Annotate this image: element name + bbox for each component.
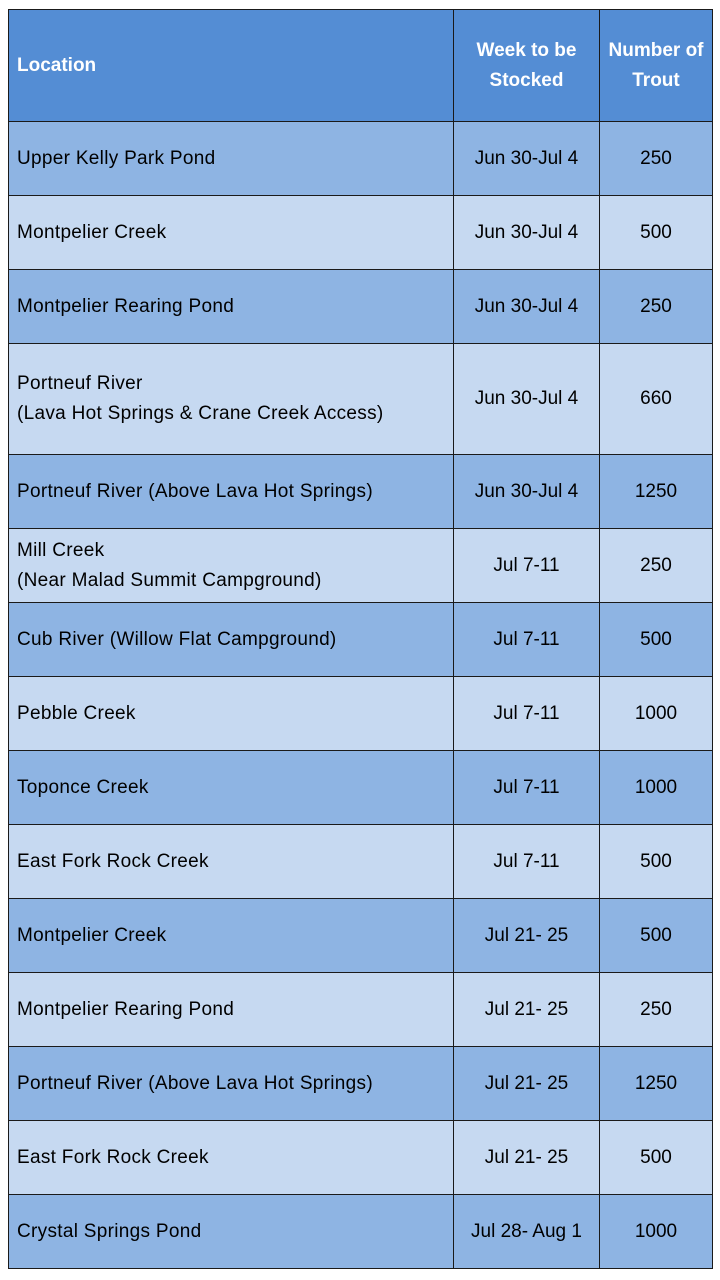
location-name: Toponce Creek [17, 776, 149, 798]
table-row [9, 196, 713, 270]
cell-week: Jul 7-11 [454, 677, 600, 751]
cell-week: Jun 30-Jul 4 [454, 270, 600, 344]
table-row [9, 1195, 713, 1269]
cell-location [9, 455, 454, 529]
cell-location [9, 529, 454, 603]
table-body [9, 122, 713, 1269]
header-week [454, 10, 600, 122]
cell-week: Jul 28- Aug 1 [454, 1195, 600, 1269]
table-row [9, 751, 713, 825]
location-name: Portneuf River (Above Lava Hot Springs) [17, 1072, 373, 1094]
header-row [9, 10, 713, 122]
cell-week: Jun 30-Jul 4 [454, 196, 600, 270]
table-row [9, 1047, 713, 1121]
header-number-label: Number of Trout [608, 39, 704, 91]
location-name: Cub River (Willow Flat Campground) [17, 628, 337, 650]
location-name: Montpelier Creek [17, 924, 167, 946]
table-row [9, 455, 713, 529]
cell-location [9, 751, 454, 825]
cell-number: 500 [600, 196, 713, 270]
header-number [600, 10, 713, 122]
cell-number: 250 [600, 270, 713, 344]
location-detail: (Lava Hot Springs & Crane Creek Access) [17, 403, 384, 424]
cell-location [9, 270, 454, 344]
header-week-label: Week to be Stocked [476, 39, 577, 91]
cell-week: Jul 21- 25 [454, 1121, 600, 1195]
location-name: Crystal Springs Pond [17, 1220, 202, 1242]
location-name: Montpelier Creek [17, 221, 167, 243]
table-row [9, 603, 713, 677]
table-row [9, 825, 713, 899]
trout-stocking-table [8, 9, 713, 1269]
cell-number: 250 [600, 973, 713, 1047]
cell-number: 1250 [600, 455, 713, 529]
table-row [9, 677, 713, 751]
cell-week: Jul 7-11 [454, 529, 600, 603]
cell-week: Jul 7-11 [454, 825, 600, 899]
location-name: Upper Kelly Park Pond [17, 147, 216, 169]
cell-number: 500 [600, 899, 713, 973]
location-name: Montpelier Rearing Pond [17, 998, 235, 1020]
header-location: Location [9, 10, 454, 122]
cell-location [9, 1195, 454, 1269]
cell-number: 1250 [600, 1047, 713, 1121]
cell-number: 250 [600, 122, 713, 196]
location-name: Portneuf River [17, 373, 143, 394]
cell-location [9, 825, 454, 899]
cell-location [9, 344, 454, 455]
location-name: Portneuf River (Above Lava Hot Springs) [17, 480, 373, 502]
cell-number: 250 [600, 529, 713, 603]
table-row [9, 899, 713, 973]
cell-location [9, 196, 454, 270]
cell-location [9, 603, 454, 677]
location-name: Pebble Creek [17, 702, 136, 724]
table-row [9, 973, 713, 1047]
cell-number: 500 [600, 603, 713, 677]
cell-number: 500 [600, 1121, 713, 1195]
cell-week: Jul 21- 25 [454, 973, 600, 1047]
cell-week: Jul 7-11 [454, 751, 600, 825]
cell-location [9, 899, 454, 973]
cell-week: Jul 7-11 [454, 603, 600, 677]
location-detail: (Near Malad Summit Campground) [17, 569, 322, 591]
cell-number: 660 [600, 344, 713, 455]
cell-number: 500 [600, 825, 713, 899]
cell-location [9, 122, 454, 196]
cell-number: 1000 [600, 1195, 713, 1269]
location-name: Montpelier Rearing Pond [17, 295, 235, 317]
table-row [9, 1121, 713, 1195]
cell-location [9, 1121, 454, 1195]
cell-number: 1000 [600, 677, 713, 751]
cell-number: 1000 [600, 751, 713, 825]
cell-location [9, 677, 454, 751]
location-name: Mill Creek [17, 539, 105, 561]
location-name: East Fork Rock Creek [17, 1146, 209, 1168]
table-row [9, 529, 713, 603]
cell-location [9, 973, 454, 1047]
location-name: East Fork Rock Creek [17, 850, 209, 872]
cell-week: Jun 30-Jul 4 [454, 344, 600, 455]
cell-week: Jun 30-Jul 4 [454, 455, 600, 529]
table-row [9, 270, 713, 344]
cell-week: Jul 21- 25 [454, 899, 600, 973]
table-row [9, 344, 713, 455]
cell-week: Jun 30-Jul 4 [454, 122, 600, 196]
cell-location [9, 1047, 454, 1121]
cell-week: Jul 21- 25 [454, 1047, 600, 1121]
table-row [9, 122, 713, 196]
